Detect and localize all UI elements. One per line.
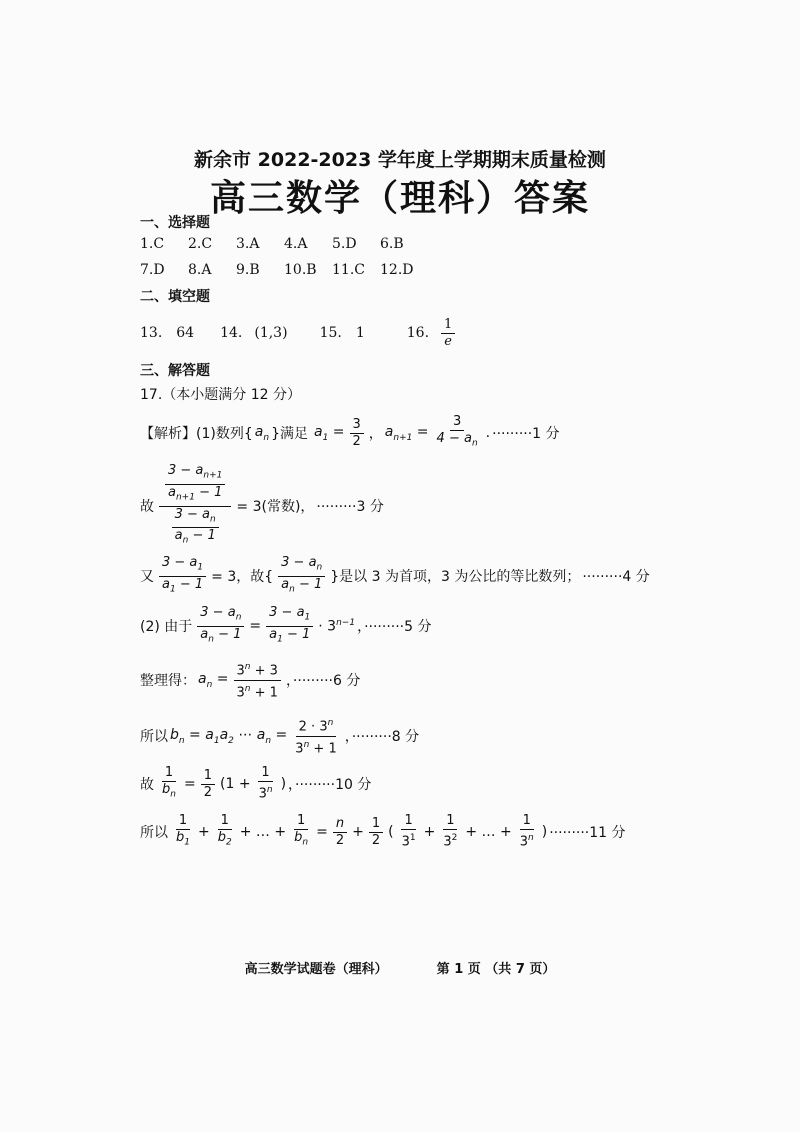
answer-row-1 [140,236,428,252]
solution-tag: 【解析】(1)数列{ [140,426,253,442]
l3-mid: = 3，故{ [211,569,274,585]
answer-12: 12.D [380,262,414,278]
page-number: 第 1 页 （共 7 页） [436,962,556,977]
answer-row-2 [140,262,428,278]
answer-2: 2.C [188,236,213,252]
q14-answer: (1,3) [254,325,288,341]
l4-prefix: (2) 由于 [140,619,193,635]
answer-11: 11.C [332,262,365,278]
solution-line-6: 所以 $b_n = a_1a_2$ ⋯ $a_n$ = $\frac{2 \cdot 3^n}{3^n + 1}$ ，·········8 分 [140,716,419,756]
problem-17-heading: 17.（本小题满分 12 分） [140,387,301,403]
l3-text: }是以 3 为首项，3 为公比的等比数列； [330,569,581,585]
q16-denominator: e [444,333,452,349]
section-heading-fill: 二、填空题 [140,289,210,305]
answer-3: 3.A [236,236,260,252]
page-title: 高三数学（理科）答案 [209,178,590,219]
answer-6: 6.B [380,236,404,252]
answer-1: 1.C [140,236,165,252]
l7-prefix: 故 [140,777,154,793]
l2-mid: = 3(常数)， [236,499,315,515]
l2-prefix: 故 [140,499,154,515]
q15-label: 15. [319,325,342,341]
q13-label: 13. [140,325,163,341]
answer-4: 4.A [284,236,308,252]
l8-prefix: 所以 [140,825,168,841]
q13-answer: 64 [176,325,195,341]
score-4: ·········4 分 [582,569,650,585]
solution-line-8: 所以 $\frac{1}{b_1}$ + $\frac{1}{b_2}$ + … + $\frac{1}{b_n}$ = $\frac{n}{2}$ + $\frac{1}{2}$ ( $\frac{1}{3^1}$ + $\frac{1}{3^2}$ + … + $\frac{1}{3^n}$ ) ·········11 分 [140,813,626,850]
exam-subtitle: 新余市 2022-2023 学年度上学期期末质量检测 [194,149,606,171]
solution-line-5: 整理得： $a_n$ = $\frac{3^n + 3}{3^n + 1}$ ，·········6 分 [140,660,360,700]
answer-10: 10.B [284,262,317,278]
l5-prefix: 整理得： [140,673,196,689]
section-heading-solution: 三、解答题 [140,363,210,379]
q16-answer [441,317,455,350]
score-11: ·········11 分 [549,825,626,841]
fill-answers [140,314,458,352]
solution-line-1: 【解析】(1)数列{ $a_n$ }满足 $a_1$ = $\frac{3}{2}$ ， $a_{n+1}$ = $\frac{3}{4 - a_n}$ . ·········1 分 [140,414,560,449]
score-5: ，·········5 分 [357,619,432,635]
answer-8: 8.A [188,262,212,278]
l6-prefix: 所以 [140,729,168,745]
score-8: ，·········8 分 [344,729,420,745]
answer-5: 5.D [332,236,357,252]
score-1: ·········1 分 [492,426,560,442]
answer-7: 7.D [140,262,165,278]
q15-answer: 1 [355,325,365,341]
solution-line-4: (2) 由于 $\frac{3 - a_n}{a_n - 1}$ = $\frac{3 - a_1}{a_1 - 1}$ · $3^{n-1}$ ，·········5 分 [140,604,432,645]
solution-line-7: 故 $\frac{1}{b_n}$ = $\frac{1}{2}$ (1 + $\frac{1}{3^n}$ ) ，·········10 分 [140,765,372,802]
q16-numerator: 1 [441,317,455,334]
score-10: ，·········10 分 [288,777,372,793]
solution-line-2 [140,463,384,546]
section-heading-choice: 一、选择题 [140,215,210,231]
page-footer [0,958,800,977]
q16-label: 16. [406,325,430,341]
footer-title: 高三数学试题卷（理科） [244,962,388,977]
l3-prefix: 又 [140,569,154,585]
q14-label: 14. [220,325,243,341]
compound-fraction: $\frac{\frac{3 - a_{n+1}}{a_{n+1} - 1}}{\frac{3 - a_n}{a_n - 1}}$ [159,463,231,548]
score-6: ，·········6 分 [285,673,361,689]
solution-line-3: 又 $\frac{3 - a_1}{a_1 - 1}$ = 3，故{ $\frac{3 - a_n}{a_n - 1}$ }是以 3 为首项，3 为公比的等比数列； ·········4 分 [140,554,650,595]
answer-9: 9.B [236,262,260,278]
score-3: ·········3 分 [316,499,384,515]
l1-text: }满足 [271,426,308,442]
